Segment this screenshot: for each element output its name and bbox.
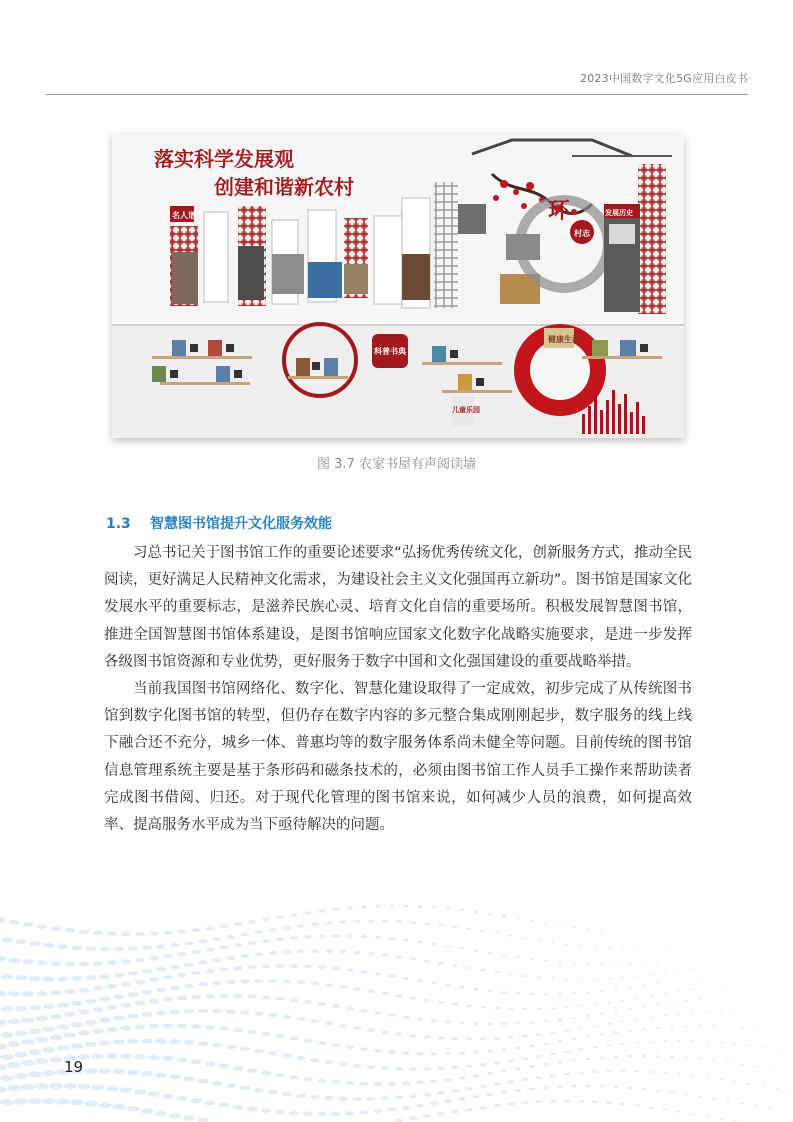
reading-wall-illustration (112, 134, 684, 438)
label-kepu: 科普书典 (374, 346, 406, 356)
section-number: 1.3 (106, 516, 131, 532)
label-health: 健康生活 (548, 334, 580, 344)
header-title: 2023中国数字文化5G应用白皮书 (580, 72, 748, 85)
label-children: 儿童乐园 (452, 405, 480, 414)
label-history: 发展历史 (605, 208, 633, 217)
paragraph-1: 习总书记关于图书馆工作的重要论述要求“弘扬优秀传统文化，创新服务方式，推动全民阅读，更好满足人民精神文化需求，为建设社会主义文化强国再立新功”。图书馆是国家文化发展水平的重要标志，是滋养民族心灵、培育文化自信的重要场所。积极发展智慧图书馆，推进全国智慧图书馆体系建设，是图书馆响应国家文化数字化战略实施要求，是进一步发挥各级图书馆资源和专业优势，更好服务于数字中国和文化强国建设的重要战略举措。 (104, 545, 692, 670)
decorative-dot-wave (0, 880, 793, 1122)
header-divider (46, 94, 748, 95)
section-title: 智慧图书馆提升文化服务效能 (150, 516, 332, 532)
slogan-line-1: 落实科学发展观 (154, 147, 294, 171)
section-body (104, 540, 692, 839)
label-mingrenpu: 名人谱 (172, 210, 196, 220)
label-cunzhi: 村志 (574, 228, 590, 238)
section-heading (106, 513, 332, 533)
paragraph-2: 当前我国图书馆网络化、数字化、智慧化建设取得了一定成效，初步完成了从传统图书馆到数字化图书馆的转型，但仍存在数字内容的多元整合集成刚刚起步，数字服务的线上线下融合还不充分，城乡一体、普惠均等的数字服务体系尚未健全等问题。目前传统的图书馆信息管理系统主要是基于条形码和磁条技术的，必须由图书馆工作人员手工操作来帮助读者完成图书借阅、归还。对于现代化管理的图书馆来说，如何减少人员的浪费，如何提高效率、提高服务水平成为当下亟待解决的问题。 (104, 681, 692, 834)
figure-caption: 图 3.7 农家书屋有声阅读墙 (317, 457, 476, 472)
label-huan: 环 (548, 198, 571, 224)
page-number: 19 (64, 1058, 84, 1076)
slogan-line-2: 创建和谐新农村 (214, 175, 354, 199)
reading-wall-photo (112, 134, 684, 438)
